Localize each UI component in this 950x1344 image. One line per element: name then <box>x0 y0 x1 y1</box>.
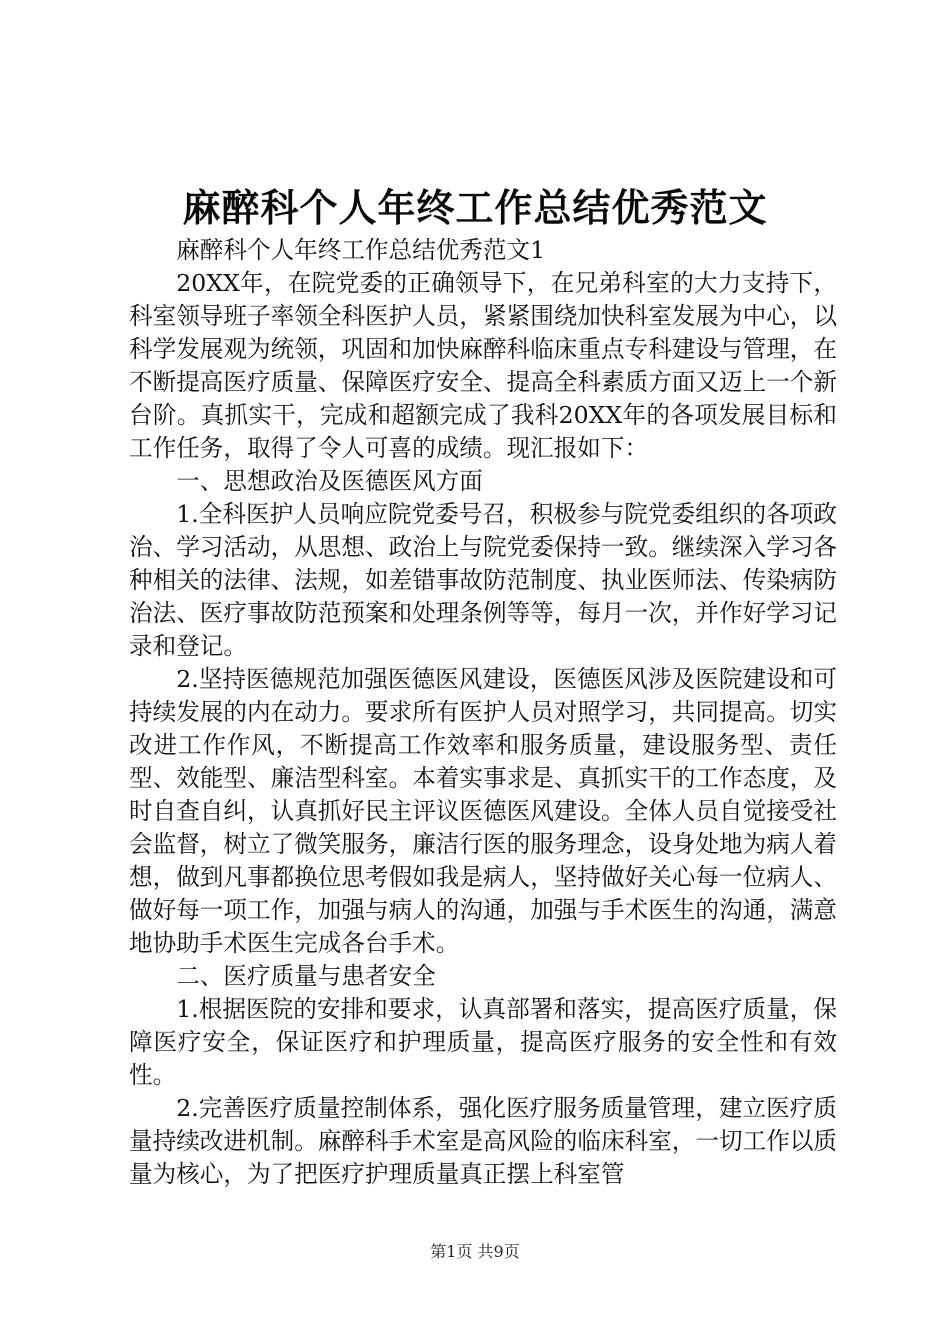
paragraph-subtitle: 麻醉科个人年终工作总结优秀范文1 <box>176 236 546 264</box>
section-heading-1: 一、思想政治及医德医风方面 <box>176 467 483 495</box>
paragraph-1-1: 1.全科医护人员响应院党委号召，积极参与院党委组织的各项政治、学习活动，从思想、政治上与院党委保持一致。继续深入学习各种相关的法律、法规，如差错事故防范制度、执业医师法、传染病防治法、医疗事故防范预案和处理条例等等，每月一次，并作好学习记录和登记。 <box>129 500 837 660</box>
section-heading-2: 二、医疗质量与患者安全 <box>176 962 436 990</box>
paragraph-intro: 20XX年，在院党委的正确领导下，在兄弟科室的大力支持下，科室领导班子率领全科医护人员，紧紧围绕加快科室发展为中心，以科学发展观为统领，巩固和加快麻醉科临床重点专科建设与管理，在不断提高医疗质量、保障医疗安全、提高全科素质方面又迈上一个新台阶。真抓实干，完成和超额完成了我科20XX年的各项发展目标和工作任务，取得了令人可喜的成绩。现汇报如下： <box>129 269 837 462</box>
document-title: 麻醉科个人年终工作总结优秀范文 <box>182 185 768 230</box>
page-footer: 第1页 共9页 <box>430 1242 520 1261</box>
paragraph-1-2: 2.坚持医德规范加强医德医风建设，医德医风涉及医院建设和可持续发展的内在动力。要求所有医护人员对照学习，共同提高。切实改进工作作风，不断提高工作效率和服务质量，建设服务型、责任型、效能型、廉洁型科室。本着实事求是、真抓实干的工作态度，及时自查自纠，认真抓好民主评议医德医风建设。全体人员自觉接受社会监督，树立了微笑服务，廉洁行医的服务理念，设身处地为病人着想，做到凡事都换位思考假如我是病人，坚持做好关心每一位病人、做好每一项工作，加强与病人的沟通，加强与手术医生的沟通，满意地协助手术医生完成各台手术。 <box>129 665 837 957</box>
document-body <box>129 234 837 1191</box>
paragraph-2-1: 1.根据医院的安排和要求，认真部署和落实，提高医疗质量，保障医疗安全，保证医疗和护理质量，提高医疗服务的安全性和有效性。 <box>129 995 837 1089</box>
paragraph-2-2: 2.完善医疗质量控制体系，强化医疗服务质量管理，建立医疗质量持续改进机制。麻醉科手术室是高风险的临床科室，一切工作以质量为核心，为了把医疗护理质量真正摆上科室管 <box>129 1094 837 1188</box>
